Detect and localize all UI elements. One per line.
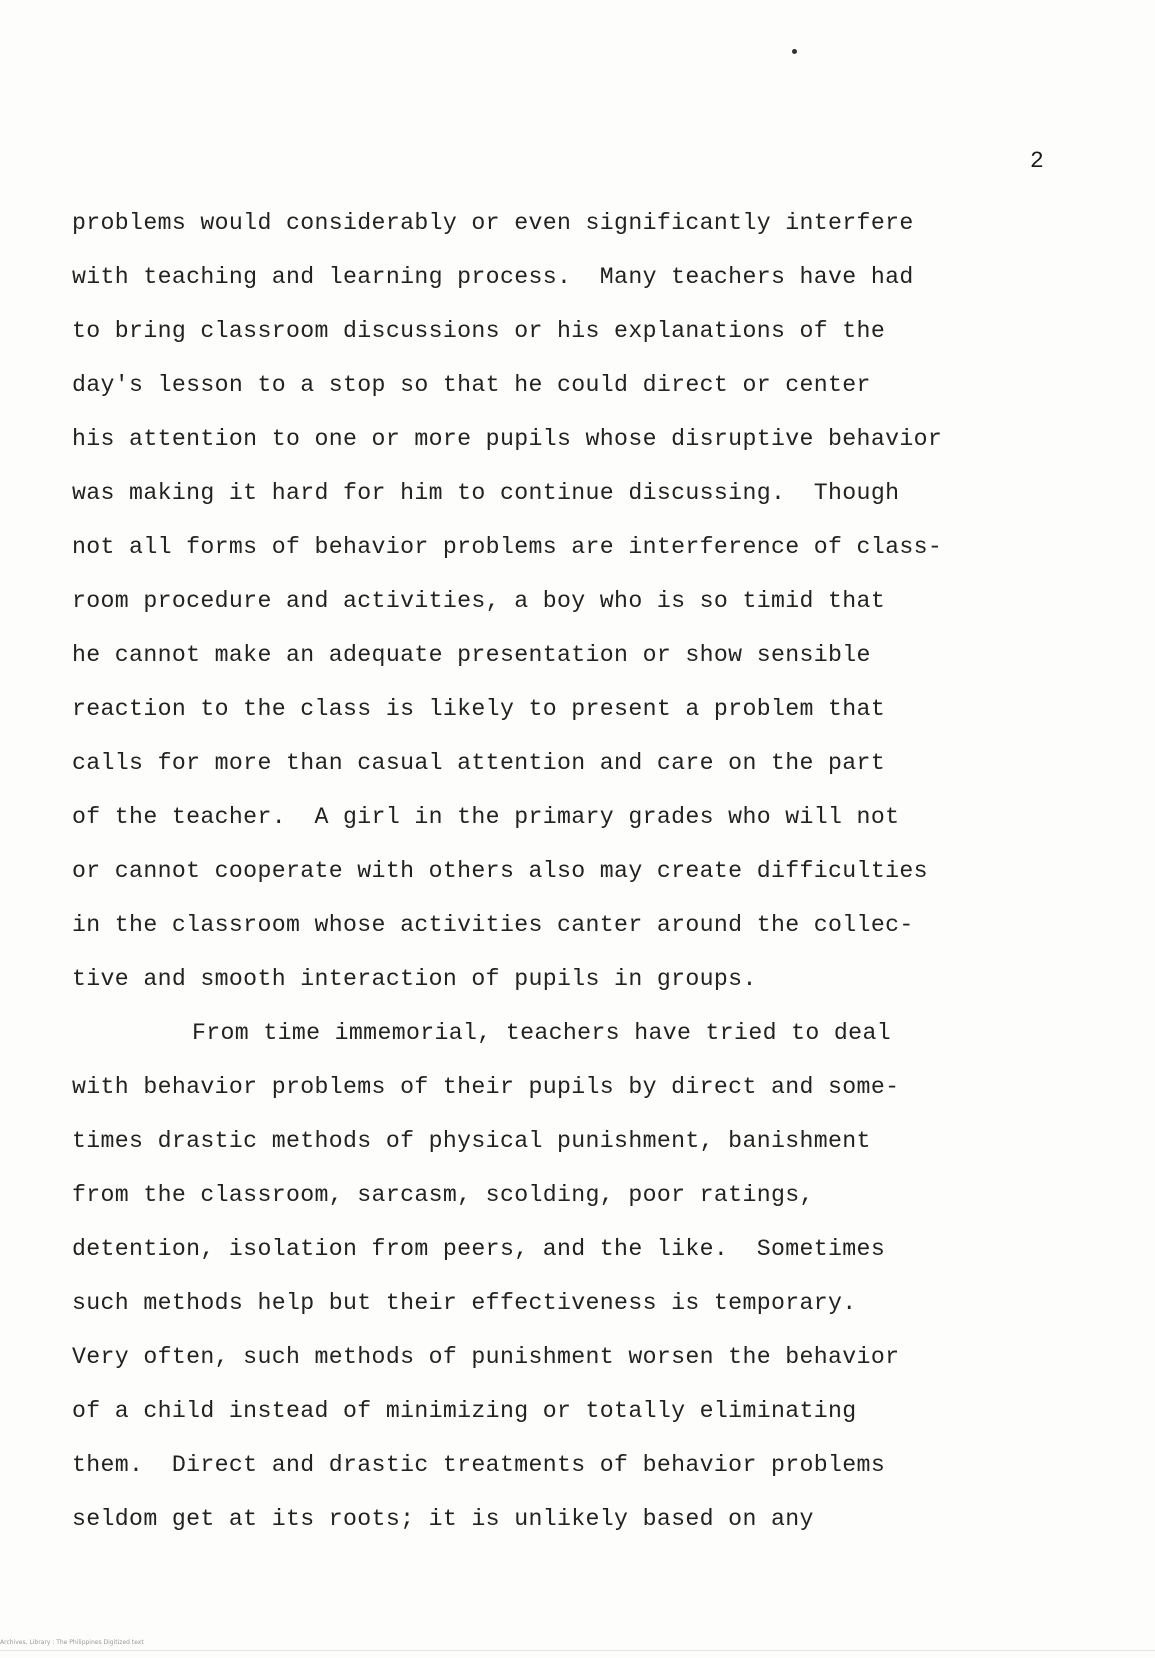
text-line: his attention to one or more pupils whose disruptive behavior (72, 426, 943, 452)
page-number: 2 (1030, 148, 1045, 174)
text-line: of a child instead of minimizing or totally eliminating (72, 1398, 857, 1424)
text-line: to bring classroom discussions or his explanations of the (72, 318, 886, 344)
text-line: of the teacher. A girl in the primary grades who will not (72, 804, 900, 830)
text-line: reaction to the class is likely to present a problem that (72, 696, 886, 722)
text-line: problems would considerably or even significantly interfere (72, 210, 914, 236)
text-line: times drastic methods of physical punishment, banishment (72, 1128, 871, 1154)
text-line: with teaching and learning process. Many teachers have had (72, 264, 914, 290)
body-text (72, 196, 1092, 1546)
ink-speck (792, 49, 797, 54)
scan-footer-text: Archives, Library : The Philippines Digitized text (0, 1639, 144, 1646)
footer-rule (0, 1650, 1155, 1651)
text-line: from the classroom, sarcasm, scolding, poor ratings, (72, 1182, 814, 1208)
text-line: in the classroom whose activities canter around the collec- (72, 912, 914, 938)
text-line: them. Direct and drastic treatments of behavior problems (72, 1452, 886, 1478)
text-line: not all forms of behavior problems are interference of class- (72, 534, 943, 560)
text-line: or cannot cooperate with others also may create difficulties (72, 858, 928, 884)
text-line: such methods help but their effectiveness is temporary. (72, 1290, 857, 1316)
text-line: he cannot make an adequate presentation or show sensible (72, 642, 871, 668)
text-line: Very often, such methods of punishment worsen the behavior (72, 1344, 900, 1370)
text-line: day's lesson to a stop so that he could direct or center (72, 372, 871, 398)
text-line: seldom get at its roots; it is unlikely based on any (72, 1506, 814, 1532)
text-line: calls for more than casual attention and care on the part (72, 750, 886, 776)
text-line: detention, isolation from peers, and the like. Sometimes (72, 1236, 886, 1262)
text-line: From time immemorial, teachers have tried to deal (192, 1020, 891, 1046)
text-line: was making it hard for him to continue discussing. Though (72, 480, 900, 506)
text-line: with behavior problems of their pupils by direct and some- (72, 1074, 900, 1100)
text-line: tive and smooth interaction of pupils in groups. (72, 966, 757, 992)
text-line: room procedure and activities, a boy who is so timid that (72, 588, 886, 614)
